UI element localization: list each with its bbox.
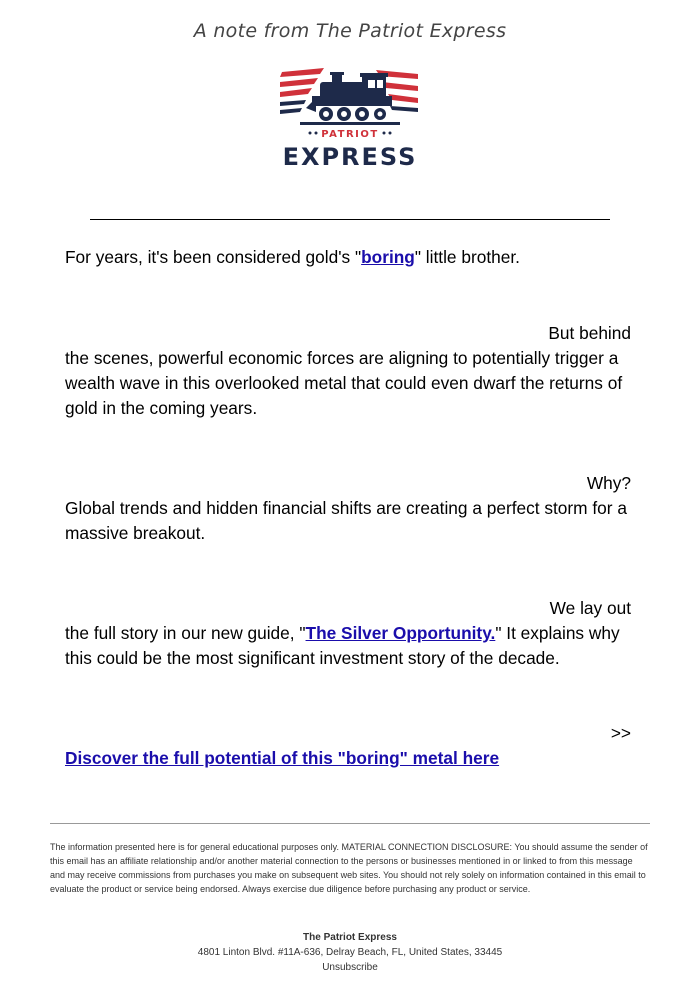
p1-text-after: " little brother. xyxy=(414,247,520,267)
p1-text-before: For years, it's been considered gold's " xyxy=(65,247,362,267)
company-address: 4801 Linton Blvd. #11A-636, Delray Beach, FL, United States, 33445 xyxy=(197,947,503,958)
discover-metal-link[interactable]: Discover the full potential of this "boring" metal here xyxy=(65,748,500,768)
boring-link[interactable]: boring xyxy=(361,247,415,267)
paragraph-1 xyxy=(65,245,635,270)
disclaimer-text: The information presented here is for general educational purposes only. MATERIAL CONNECTION DISCLOSURE: You should assume the sender of this email has an affiliate relationship and/or another material connection to the persons or businesses mentioned in or linked to from this message and may receive commissions from purchases you make on subsequent web sites. You should not rely solely on information contained in this email to evaluate the product or service being endorsed. Always exercise due diligence before purchasing any product or service. xyxy=(50,842,648,894)
p4-lead: We lay out xyxy=(549,598,631,618)
unsubscribe-link[interactable]: Unsubscribe xyxy=(322,962,378,973)
silver-opportunity-link[interactable]: The Silver Opportunity. xyxy=(305,623,496,643)
header-divider xyxy=(90,219,610,220)
p4-text-after: " It explains why this could be the most significant investment story of the decade. xyxy=(65,623,620,668)
p3-text: Global trends and hidden financial shifts are creating a perfect storm for a massive breakout. xyxy=(65,498,627,543)
logo-express-word: EXPRESS xyxy=(282,143,418,170)
logo-patriot-word: PATRIOT xyxy=(321,129,379,140)
p5-lead: >> xyxy=(610,723,631,743)
paragraph-4 xyxy=(65,596,635,671)
header-note: A note from The Patriot Express xyxy=(193,20,507,42)
train-logo-icon xyxy=(280,66,420,170)
p2-lead: But behind xyxy=(548,323,631,343)
footer-address-block xyxy=(0,930,700,975)
paragraph-3 xyxy=(65,471,635,546)
p3-lead: Why? xyxy=(586,473,631,493)
patriot-express-logo xyxy=(280,66,420,170)
paragraph-2 xyxy=(65,321,635,421)
company-name: The Patriot Express xyxy=(303,932,397,943)
p4-text-before: the full story in our new guide, " xyxy=(65,623,306,643)
footer-divider xyxy=(50,823,650,824)
paragraph-5 xyxy=(65,721,635,771)
p2-text: the scenes, powerful economic forces are aligning to potentially trigger a wealth wave in this overlooked metal that could even dwarf the returns of gold in the coming years. xyxy=(65,348,623,418)
